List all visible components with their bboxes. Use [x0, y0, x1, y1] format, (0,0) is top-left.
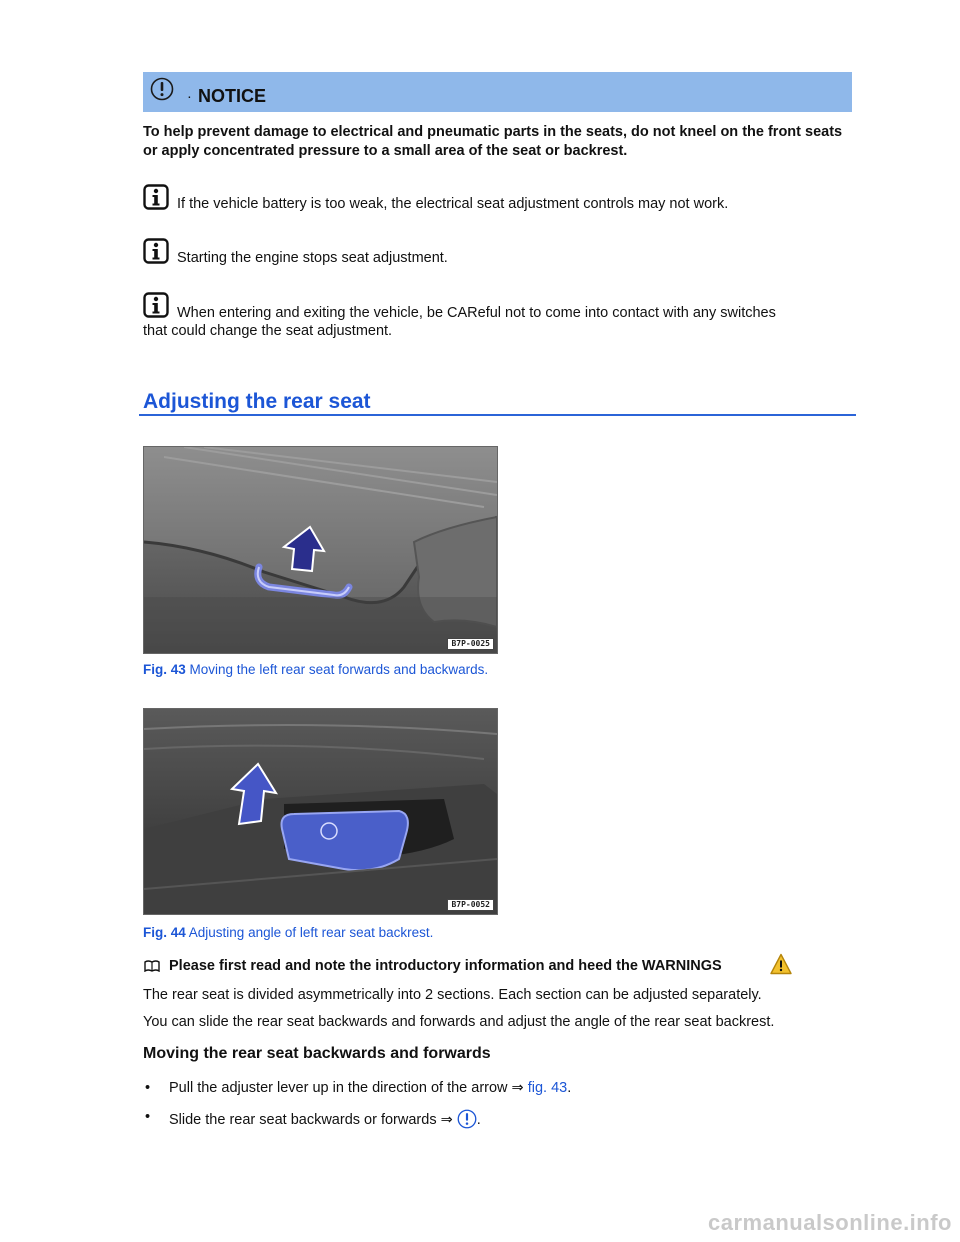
figure-43-tag: B7P-0025: [447, 638, 494, 650]
figure-44-number: Fig. 44: [143, 925, 186, 940]
notice-dot: .: [188, 90, 191, 101]
info-note-switches-line2: that could change the seat adjustment.: [143, 323, 393, 339]
figure-44-tag: B7P-0052: [447, 899, 494, 911]
intro-line: Please first read and note the introductory information and heed the WARNINGS: [169, 958, 722, 974]
notice-link-icon[interactable]: [457, 1109, 477, 1129]
step-pull-lever-text: Pull the adjuster lever up in the direction of the arrow ⇒: [169, 1080, 524, 1096]
watermark: carmanualsonline.info: [708, 1210, 952, 1235]
step-pull-lever: [169, 1080, 571, 1096]
info-note-engine: Starting the engine stops seat adjustment.: [177, 250, 448, 266]
bullet-dot: •: [145, 1109, 151, 1125]
subsection-heading: Moving the rear seat backwards and forwards: [143, 1045, 491, 1062]
paragraph-slide: You can slide the rear seat backwards and forwards and adjust the angle of the rear seat backrest.: [143, 1014, 775, 1030]
figure-44-text: Adjusting angle of left rear seat backrest.: [188, 925, 434, 940]
info-icon: [143, 184, 169, 210]
bullet-dot: •: [145, 1080, 151, 1096]
info-note-battery: If the vehicle battery is too weak, the electrical seat adjustment controls may not work.: [177, 196, 729, 212]
step-slide-seat: [169, 1109, 481, 1129]
figure-44-image: [143, 708, 498, 915]
figure-43-caption: [143, 662, 488, 677]
paragraph-asymmetric: The rear seat is divided asymmetrically into 2 sections. Each section can be adjusted separately.: [143, 987, 762, 1003]
figure-44-caption: [143, 925, 433, 940]
info-icon: [143, 292, 169, 318]
notice-title: NOTICE: [198, 86, 267, 106]
figure-43-number: Fig. 43: [143, 662, 186, 677]
backrest-angle-illustration: [144, 709, 497, 914]
warning-triangle-icon: [770, 953, 792, 975]
step-slide-seat-end: .: [476, 1112, 481, 1128]
heading-rule: [139, 414, 856, 416]
step-slide-seat-text: Slide the rear seat backwards or forwards ⇒: [169, 1112, 453, 1128]
fig-43-link[interactable]: fig. 43: [527, 1080, 568, 1096]
notice-body: To help prevent damage to electrical and pneumatic parts in the seats, do not kneel on the front seats or apply concentrated pressure to a small area of the seat or backrest.: [143, 124, 843, 159]
seat-forward-illustration: [144, 447, 497, 653]
notice-exclamation-icon: [150, 77, 174, 101]
figure-43-image: [143, 446, 498, 654]
info-note-switches-line1: When entering and exiting the vehicle, be CAReful not to come into contact with any switches: [177, 305, 776, 321]
step-pull-lever-end: .: [567, 1080, 572, 1096]
info-icon: [143, 238, 169, 264]
figure-43-text: Moving the left rear seat forwards and backwards.: [189, 662, 489, 677]
section-heading: Adjusting the rear seat: [143, 390, 371, 413]
book-icon: [144, 960, 160, 972]
